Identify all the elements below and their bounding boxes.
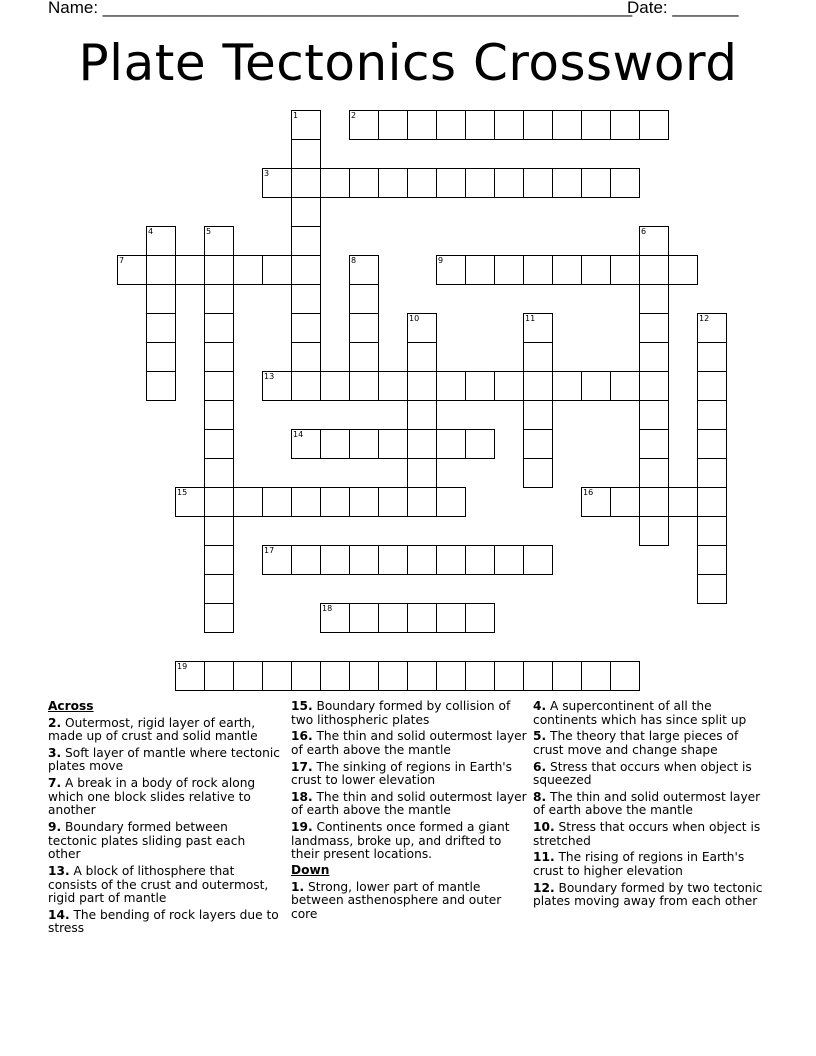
crossword-cell[interactable] bbox=[639, 458, 669, 488]
crossword-cell[interactable] bbox=[523, 110, 553, 140]
crossword-cell[interactable] bbox=[436, 545, 466, 575]
crossword-cell[interactable] bbox=[233, 487, 263, 517]
clues-column-1 bbox=[48, 700, 280, 939]
clue-number-label: 4 bbox=[148, 227, 154, 236]
clue-text: Boundary formed by collision of two lithospheric plates bbox=[291, 699, 511, 727]
clue-text: The bending of rock layers due to stress bbox=[48, 907, 279, 936]
crossword-cell[interactable] bbox=[407, 400, 437, 430]
crossword-cell[interactable] bbox=[581, 255, 611, 285]
crossword-cell[interactable] bbox=[523, 342, 553, 372]
crossword-cell[interactable] bbox=[320, 429, 350, 459]
crossword-cell[interactable] bbox=[436, 429, 466, 459]
crossword-cell[interactable] bbox=[320, 661, 350, 691]
crossword-cell[interactable] bbox=[349, 371, 379, 401]
clue-text: Stress that occurs when object is stretched bbox=[533, 820, 761, 848]
crossword-cell[interactable] bbox=[349, 545, 379, 575]
crossword-cell[interactable] bbox=[291, 429, 321, 459]
clue-number: 6. bbox=[533, 759, 547, 774]
clue-text: The theory that large pieces of crust move and change shape bbox=[533, 729, 739, 757]
clue-number-label: 1 bbox=[293, 111, 299, 120]
clue-number: 8. bbox=[533, 789, 547, 804]
crossword-cell[interactable] bbox=[581, 371, 611, 401]
crossword-cell[interactable] bbox=[610, 110, 640, 140]
clue-number: 15. bbox=[291, 699, 313, 713]
crossword-cell[interactable] bbox=[494, 371, 524, 401]
clue-text: Continents once formed a giant landmass, broke up, and drifted to their present locations. bbox=[291, 820, 510, 862]
crossword-cell[interactable] bbox=[204, 545, 234, 575]
crossword-cell[interactable] bbox=[465, 661, 495, 691]
date-line[interactable]: Date: _______ bbox=[627, 0, 739, 17]
clue-number: 11. bbox=[533, 850, 555, 865]
crossword-cell[interactable] bbox=[610, 371, 640, 401]
crossword-cell[interactable] bbox=[639, 110, 669, 140]
crossword-cell[interactable] bbox=[291, 545, 321, 575]
crossword-cell[interactable] bbox=[175, 487, 205, 517]
crossword-cell[interactable] bbox=[175, 661, 205, 691]
crossword-cell[interactable] bbox=[639, 255, 669, 285]
crossword-cell[interactable] bbox=[697, 545, 727, 575]
crossword-cell[interactable] bbox=[262, 545, 292, 575]
crossword-cell[interactable] bbox=[117, 255, 147, 285]
crossword-cell[interactable] bbox=[378, 545, 408, 575]
crossword-cell[interactable] bbox=[494, 110, 524, 140]
clue-number-label: 7 bbox=[119, 256, 125, 265]
across-clue bbox=[48, 777, 280, 818]
clue-text: Soft layer of mantle where tectonic plates move bbox=[48, 745, 280, 774]
crossword-cell[interactable] bbox=[436, 371, 466, 401]
crossword-cell[interactable] bbox=[523, 429, 553, 459]
crossword-cell[interactable] bbox=[407, 429, 437, 459]
crossword-cell[interactable] bbox=[204, 574, 234, 604]
clue-text: A block of lithosphere that consists of the crust and outermost, rigid part of mantle bbox=[48, 863, 269, 906]
clue-text: A supercontinent of all the continents which has since split up bbox=[533, 699, 747, 727]
crossword-cell[interactable] bbox=[291, 342, 321, 372]
crossword-cell[interactable] bbox=[523, 255, 553, 285]
crossword-cell[interactable] bbox=[204, 255, 234, 285]
crossword-cell[interactable] bbox=[581, 661, 611, 691]
crossword-cell[interactable] bbox=[291, 313, 321, 343]
crossword-cell[interactable] bbox=[320, 487, 350, 517]
crossword-cell[interactable] bbox=[465, 168, 495, 198]
clue-number-label: 8 bbox=[351, 256, 357, 265]
crossword-cell[interactable] bbox=[320, 545, 350, 575]
clue-number-label: 12 bbox=[699, 314, 710, 323]
crossword-cell[interactable] bbox=[349, 313, 379, 343]
crossword-cell[interactable] bbox=[523, 168, 553, 198]
crossword-cell[interactable] bbox=[291, 110, 321, 140]
clue-number: 5. bbox=[533, 729, 547, 744]
crossword-cell[interactable] bbox=[378, 429, 408, 459]
crossword-cell[interactable] bbox=[465, 371, 495, 401]
crossword-cell[interactable] bbox=[407, 110, 437, 140]
crossword-cell[interactable] bbox=[320, 371, 350, 401]
crossword-cell[interactable] bbox=[204, 603, 234, 633]
crossword-cell[interactable] bbox=[465, 603, 495, 633]
clue-number: 10. bbox=[533, 820, 555, 835]
clue-number: 1. bbox=[291, 879, 305, 894]
crossword-cell[interactable] bbox=[146, 371, 176, 401]
crossword-cell[interactable] bbox=[639, 429, 669, 459]
crossword-cell[interactable] bbox=[291, 661, 321, 691]
across-heading: Across bbox=[48, 699, 94, 713]
crossword-cell[interactable] bbox=[291, 371, 321, 401]
clue-number-label: 11 bbox=[525, 314, 536, 323]
crossword-cell[interactable] bbox=[407, 313, 437, 343]
across-clue bbox=[48, 821, 280, 862]
across-clue bbox=[48, 909, 280, 936]
crossword-cell[interactable] bbox=[639, 487, 669, 517]
crossword-cell[interactable] bbox=[378, 110, 408, 140]
crossword-cell[interactable] bbox=[465, 255, 495, 285]
clue-text: Stress that occurs when object is squeezed bbox=[533, 759, 752, 788]
crossword-cell[interactable] bbox=[639, 516, 669, 546]
clue-number: 9. bbox=[48, 820, 62, 835]
crossword-cell[interactable] bbox=[523, 313, 553, 343]
crossword-cell[interactable] bbox=[146, 255, 176, 285]
crossword-cell[interactable] bbox=[581, 110, 611, 140]
crossword-cell[interactable] bbox=[291, 197, 321, 227]
clue-text: The sinking of regions in Earth's crust to lower elevation bbox=[291, 759, 513, 788]
across-clue bbox=[291, 700, 527, 727]
crossword-cell[interactable] bbox=[639, 371, 669, 401]
crossword-cell[interactable] bbox=[204, 226, 234, 256]
across-clue bbox=[291, 791, 527, 818]
crossword-cell[interactable] bbox=[204, 487, 234, 517]
crossword-cell[interactable] bbox=[697, 429, 727, 459]
crossword-cell[interactable] bbox=[204, 371, 234, 401]
across-clue bbox=[291, 730, 527, 757]
crossword-cell[interactable] bbox=[378, 168, 408, 198]
crossword-cell[interactable] bbox=[407, 168, 437, 198]
clue-number-label: 2 bbox=[351, 111, 357, 120]
crossword-cell[interactable] bbox=[494, 661, 524, 691]
clue-number-label: 17 bbox=[264, 546, 275, 555]
crossword-cell[interactable] bbox=[407, 458, 437, 488]
clues-column-2 bbox=[291, 700, 527, 924]
clue-text: Outermost, rigid layer of earth, made up of crust and solid mantle bbox=[48, 715, 258, 744]
crossword-cell[interactable] bbox=[697, 313, 727, 343]
clue-number-label: 18 bbox=[322, 604, 333, 613]
clue-text: A break in a body of rock along which one block slides relative to another bbox=[48, 776, 256, 818]
clue-number: 4. bbox=[533, 699, 547, 713]
crossword-cell[interactable] bbox=[407, 603, 437, 633]
crossword-cell[interactable] bbox=[349, 255, 379, 285]
down-clue bbox=[533, 851, 769, 878]
crossword-cell[interactable] bbox=[204, 429, 234, 459]
crossword-cell[interactable] bbox=[697, 342, 727, 372]
crossword-cell[interactable] bbox=[697, 458, 727, 488]
clue-number: 7. bbox=[48, 776, 62, 791]
crossword-cell[interactable] bbox=[407, 371, 437, 401]
crossword-cell[interactable] bbox=[349, 487, 379, 517]
crossword-cell[interactable] bbox=[407, 545, 437, 575]
crossword-cell[interactable] bbox=[436, 110, 466, 140]
clue-number: 14. bbox=[48, 907, 70, 922]
down-clue bbox=[533, 821, 769, 848]
down-heading: Down bbox=[291, 863, 330, 877]
crossword-cell[interactable] bbox=[494, 255, 524, 285]
crossword-cell[interactable] bbox=[233, 255, 263, 285]
clue-number: 13. bbox=[48, 863, 70, 878]
crossword-cell[interactable] bbox=[146, 342, 176, 372]
clue-text: The thin and solid outermost layer of earth above the mantle bbox=[533, 789, 761, 818]
clue-number-label: 5 bbox=[206, 227, 212, 236]
crossword-cell[interactable] bbox=[523, 661, 553, 691]
clue-number: 3. bbox=[48, 745, 62, 760]
crossword-cell[interactable] bbox=[146, 226, 176, 256]
crossword-cell[interactable] bbox=[349, 284, 379, 314]
across-clue bbox=[48, 717, 280, 744]
down-clue bbox=[533, 700, 769, 727]
crossword-cell[interactable] bbox=[378, 603, 408, 633]
clue-number-label: 16 bbox=[583, 488, 594, 497]
crossword-cell[interactable] bbox=[581, 168, 611, 198]
crossword-cell[interactable] bbox=[349, 342, 379, 372]
crossword-cell[interactable] bbox=[523, 400, 553, 430]
crossword-cell[interactable] bbox=[697, 400, 727, 430]
clue-number-label: 19 bbox=[177, 662, 188, 671]
crossword-cell[interactable] bbox=[349, 661, 379, 691]
down-clue bbox=[533, 791, 769, 818]
across-clue bbox=[291, 821, 527, 862]
crossword-cell[interactable] bbox=[204, 284, 234, 314]
crossword-cell[interactable] bbox=[378, 371, 408, 401]
across-clue bbox=[291, 761, 527, 788]
clue-text: Boundary formed by two tectonic plates moving away from each other bbox=[533, 880, 763, 909]
crossword-cell[interactable] bbox=[262, 661, 292, 691]
crossword-cell[interactable] bbox=[639, 226, 669, 256]
clue-number-label: 3 bbox=[264, 169, 270, 178]
crossword-cell[interactable] bbox=[552, 110, 582, 140]
crossword-cell[interactable] bbox=[291, 139, 321, 169]
clue-text: The thin and solid outermost layer of earth above the mantle bbox=[291, 729, 527, 757]
clue-number-label: 6 bbox=[641, 227, 647, 236]
crossword-cell[interactable] bbox=[523, 545, 553, 575]
clue-text: Strong, lower part of mantle between asthenosphere and outer core bbox=[291, 879, 502, 921]
crossword-cell[interactable] bbox=[639, 400, 669, 430]
crossword-cell[interactable] bbox=[494, 545, 524, 575]
crossword-cell[interactable] bbox=[291, 226, 321, 256]
crossword-cell[interactable] bbox=[697, 371, 727, 401]
crossword-cell[interactable] bbox=[610, 255, 640, 285]
crossword-cell[interactable] bbox=[552, 255, 582, 285]
crossword-cell[interactable] bbox=[378, 661, 408, 691]
name-line[interactable]: Name: ________________________________________________________ bbox=[48, 0, 633, 17]
down-clue bbox=[291, 881, 527, 922]
crossword-cell[interactable] bbox=[204, 458, 234, 488]
crossword-cell[interactable] bbox=[262, 255, 292, 285]
crossword-cell[interactable] bbox=[465, 429, 495, 459]
crossword-cell[interactable] bbox=[697, 487, 727, 517]
crossword-cell[interactable] bbox=[639, 313, 669, 343]
crossword-cell[interactable] bbox=[233, 661, 263, 691]
crossword-cell[interactable] bbox=[581, 487, 611, 517]
crossword-cell[interactable] bbox=[552, 661, 582, 691]
clue-text: Boundary formed between tectonic plates sliding past each other bbox=[48, 820, 246, 862]
crossword-cell[interactable] bbox=[552, 168, 582, 198]
clue-number: 17. bbox=[291, 759, 313, 774]
crossword-cell[interactable] bbox=[697, 574, 727, 604]
crossword-cell[interactable] bbox=[436, 255, 466, 285]
clue-number-label: 14 bbox=[293, 430, 304, 439]
crossword-cell[interactable] bbox=[523, 458, 553, 488]
crossword-cell[interactable] bbox=[349, 168, 379, 198]
crossword-cell[interactable] bbox=[610, 168, 640, 198]
crossword-cell[interactable] bbox=[262, 371, 292, 401]
clue-number-label: 9 bbox=[438, 256, 444, 265]
crossword-cell[interactable] bbox=[668, 255, 698, 285]
crossword-cell[interactable] bbox=[697, 516, 727, 546]
crossword-cell[interactable] bbox=[204, 661, 234, 691]
crossword-cell[interactable] bbox=[291, 255, 321, 285]
crossword-cell[interactable] bbox=[262, 168, 292, 198]
crossword-cell[interactable] bbox=[465, 545, 495, 575]
crossword-cell[interactable] bbox=[378, 487, 408, 517]
clue-number: 2. bbox=[48, 715, 62, 730]
down-clue bbox=[533, 730, 769, 757]
crossword-cell[interactable] bbox=[494, 168, 524, 198]
crossword-cell[interactable] bbox=[639, 342, 669, 372]
crossword-cell[interactable] bbox=[668, 487, 698, 517]
crossword-cell[interactable] bbox=[320, 168, 350, 198]
page-title: Plate Tectonics Crossword bbox=[78, 34, 738, 92]
crossword-cell[interactable] bbox=[407, 661, 437, 691]
crossword-cell[interactable] bbox=[204, 342, 234, 372]
crossword-cell[interactable] bbox=[204, 313, 234, 343]
crossword-cell[interactable] bbox=[610, 487, 640, 517]
clue-number: 18. bbox=[291, 789, 313, 804]
clue-number-label: 10 bbox=[409, 314, 420, 323]
clue-text: The rising of regions in Earth's crust to higher elevation bbox=[533, 850, 745, 878]
crossword-cell[interactable] bbox=[320, 603, 350, 633]
crossword-cell[interactable] bbox=[146, 284, 176, 314]
crossword-cell[interactable] bbox=[465, 110, 495, 140]
crossword-cell[interactable] bbox=[204, 516, 234, 546]
clue-number-label: 15 bbox=[177, 488, 188, 497]
clue-number: 12. bbox=[533, 880, 555, 895]
down-clue bbox=[533, 882, 769, 909]
down-clue bbox=[533, 761, 769, 788]
across-clue bbox=[48, 865, 280, 906]
crossword-cell[interactable] bbox=[523, 371, 553, 401]
crossword-cell[interactable] bbox=[291, 168, 321, 198]
crossword-cell[interactable] bbox=[610, 661, 640, 691]
crossword-cell[interactable] bbox=[204, 400, 234, 430]
crossword-cell[interactable] bbox=[175, 255, 205, 285]
crossword-cell[interactable] bbox=[436, 661, 466, 691]
crossword-cell[interactable] bbox=[436, 168, 466, 198]
clue-text: The thin and solid outermost layer of earth above the mantle bbox=[291, 789, 527, 818]
across-clue bbox=[48, 747, 280, 774]
crossword-cell[interactable] bbox=[291, 284, 321, 314]
crossword-cell[interactable] bbox=[436, 487, 466, 517]
crossword-cell[interactable] bbox=[349, 110, 379, 140]
crossword-cell[interactable] bbox=[436, 603, 466, 633]
crossword-cell[interactable] bbox=[407, 342, 437, 372]
crossword-cell[interactable] bbox=[407, 487, 437, 517]
crossword-cell[interactable] bbox=[262, 487, 292, 517]
clue-number: 16. bbox=[291, 729, 313, 744]
clues-column-3 bbox=[533, 700, 769, 912]
crossword-cell[interactable] bbox=[146, 313, 176, 343]
crossword-cell[interactable] bbox=[349, 429, 379, 459]
clue-number: 19. bbox=[291, 820, 313, 835]
crossword-cell[interactable] bbox=[552, 371, 582, 401]
crossword-cell[interactable] bbox=[291, 487, 321, 517]
crossword-cell[interactable] bbox=[349, 603, 379, 633]
clue-number-label: 13 bbox=[264, 372, 275, 381]
crossword-cell[interactable] bbox=[639, 284, 669, 314]
